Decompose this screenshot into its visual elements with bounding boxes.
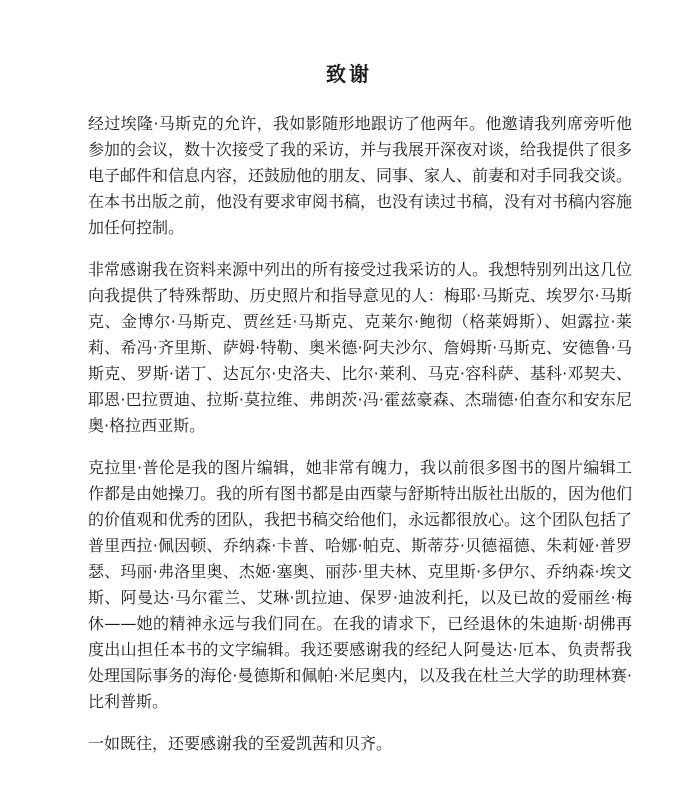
paragraph-1: 经过埃隆·马斯克的允许，我如影随形地跟访了他两年。他邀请我列席旁听他参加的会议，数十次接受了我的采访，并与我展开深夜对谈，给我提供了很多电子邮件和信息内容，还鼓励他的朋友、同事、家人、前妻和对手同我交谈。在本书出版之前，他没有要求审阅书稿，也没有读过书稿，没有对书稿内容施加任何控制。 — [88, 114, 633, 237]
paragraph-2: 非常感谢我在资料来源中列出的所有接受过我采访的人。我想特别列出这几位向我提供了特殊帮助、历史照片和指导意见的人：梅耶·马斯克、埃罗尔·马斯克、金博尔·马斯克、贾丝廷·马斯克、克莱尔·鲍彻（格莱姆斯）、妲露拉·莱莉、希冯·齐里斯、萨姆·特勒、奥米德·阿夫沙尔、詹姆斯·马斯克、安德鲁·马斯克、罗斯·诺丁、达瓦尔·史洛夫、比尔·莱利、马克·容科萨、基科·邓契夫、耶恩·巴拉贾迪、拉斯·莫拉维、弗朗茨·冯·霍兹豪森、杰瑞德·伯查尔和安东尼奥·格拉西亚斯。 — [88, 260, 633, 435]
paragraph-4: 一如既往，还要感谢我的至爱凯茜和贝齐。 — [88, 734, 393, 753]
page-title: 致谢 — [326, 62, 372, 86]
paragraph-3: 克拉里·普伦是我的图片编辑，她非常有魄力，我以前很多图书的图片编辑工作都是由她操刀。我的所有图书都是由西蒙与舒斯特出版社出版的，因为他们的价值观和优秀的团队，我把书稿交给他们，永远都很放心。这个团队包括了普里西拉·佩因顿、乔纳森·卡普、哈娜·帕克、斯蒂芬·贝德福德、朱莉娅·普罗瑟、玛丽·弗洛里奥、杰姬·塞奥、丽莎·里夫林、克里斯·多伊尔、乔纳森·埃文斯、阿曼达·马尔霍兰、艾琳·凯拉迪、保罗·迪波利托，以及已故的爱丽丝·梅休——她的精神永远与我们同在。在我的请求下，已经退休的朱迪斯·胡佛再度出山担任本书的文字编辑。我还要感谢我的经纪人阿曼达·厄本、负责帮我处理国际事务的海伦·曼德斯和佩帕·米尼奥内，以及我在杜兰大学的助理林赛·比利普斯。 — [88, 458, 633, 711]
